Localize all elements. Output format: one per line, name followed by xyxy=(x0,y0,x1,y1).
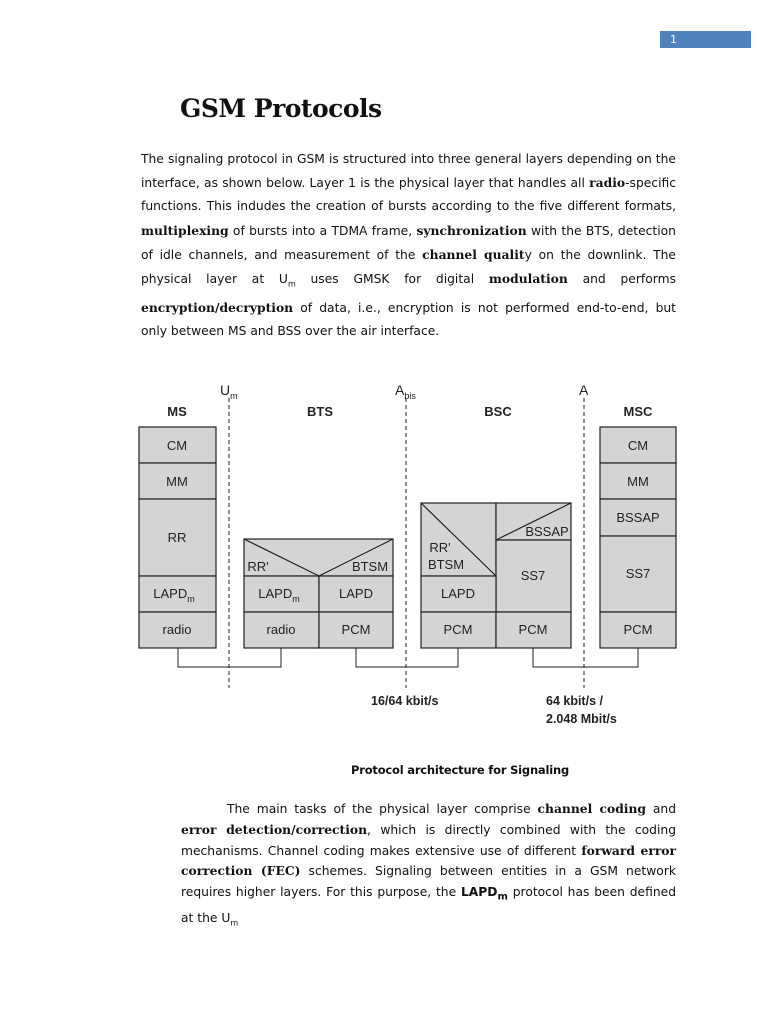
svg-text:MM: MM xyxy=(627,474,649,489)
intro-paragraph: The signaling protocol in GSM is structured into three general layers depending on the interface, as shown below. Layer 1 is the physical layer that handles all radio-specific functions. This indudes the creation of bursts according to the five different formats, multiplexing of bursts into a TDMA frame, synchronization with the BTS, detection of idle channels, and measurement of the channel quality on the downlink. The physical layer at $U_m$ uses GMSK for digital modulation and performs encryption/decryption of data, i.e., encryption is not performed end-to-end, but only between MS and BSS over the air interface. xyxy=(141,152,676,338)
interface-labels xyxy=(220,382,589,401)
svg-text:PCM: PCM xyxy=(518,622,548,637)
svg-text:Um: $U_m$ xyxy=(220,382,238,401)
svg-text:CM: CM xyxy=(166,438,188,453)
svg-text:2.048 Mbit/s: 2.048 Mbit/s xyxy=(546,712,617,726)
svg-text:BSSAP: BSSAP xyxy=(616,510,660,525)
svg-text:A: A xyxy=(579,382,589,398)
svg-text:PCM: PCM xyxy=(443,622,473,637)
body-paragraph: The main tasks of the physical layer comprise channel coding and error detection/correction, which is directly combined with the coding mechanisms. Channel coding makes extensive use of different forward error correction (FEC) schemes. Signaling between entities in a GSM network requires higher layers. For this purpose, the $LAPD_m$ protocol has been defined at the $U_m$ xyxy=(181,801,677,928)
diagram-boxes xyxy=(139,427,676,648)
svg-text:RR: RR xyxy=(167,530,187,545)
svg-text:CM: CM xyxy=(627,438,649,453)
svg-text:BSC: BSC xyxy=(484,404,512,419)
svg-text:LAPDm: $LAPD_m$ xyxy=(258,586,300,604)
svg-text:16/64 kbit/s: 16/64 kbit/s xyxy=(371,694,439,708)
protocol-architecture-diagram xyxy=(0,370,768,730)
connection-lines xyxy=(178,648,638,667)
svg-text:BTSM: BTSM xyxy=(427,557,465,572)
svg-text:MSC: MSC xyxy=(623,404,653,419)
svg-text:BTSM: BTSM xyxy=(351,559,389,574)
svg-text:PCM: PCM xyxy=(623,622,653,637)
svg-text:MM: MM xyxy=(166,474,188,489)
svg-text:Abis: $A_{bis}$ xyxy=(395,382,416,401)
rate-labels xyxy=(371,694,617,726)
svg-text:LAPD: LAPD xyxy=(339,586,373,601)
figure-caption: Protocol architecture for Signaling xyxy=(351,763,569,777)
svg-text:BSSAP: BSSAP xyxy=(525,524,569,539)
svg-text:RR': RR' xyxy=(429,540,451,555)
layer-labels xyxy=(153,438,659,637)
svg-text:64 kbit/s /: 64 kbit/s / xyxy=(546,694,603,708)
page-number: 1 xyxy=(660,31,751,48)
svg-text:LAPDm: $LAPD_m$ xyxy=(153,586,195,604)
svg-text:SS7: SS7 xyxy=(625,566,651,581)
page-title: GSM Protocols xyxy=(180,94,382,123)
svg-text:radio: radio xyxy=(162,622,192,637)
svg-text:BTS: BTS xyxy=(307,404,333,419)
svg-text:PCM: PCM xyxy=(341,622,371,637)
column-headers xyxy=(167,404,653,419)
svg-text:SS7: SS7 xyxy=(520,568,546,583)
svg-text:radio: radio xyxy=(266,622,296,637)
svg-text:MS: MS xyxy=(167,404,187,419)
svg-text:RR': RR' xyxy=(247,559,269,574)
svg-text:LAPD: LAPD xyxy=(441,586,475,601)
